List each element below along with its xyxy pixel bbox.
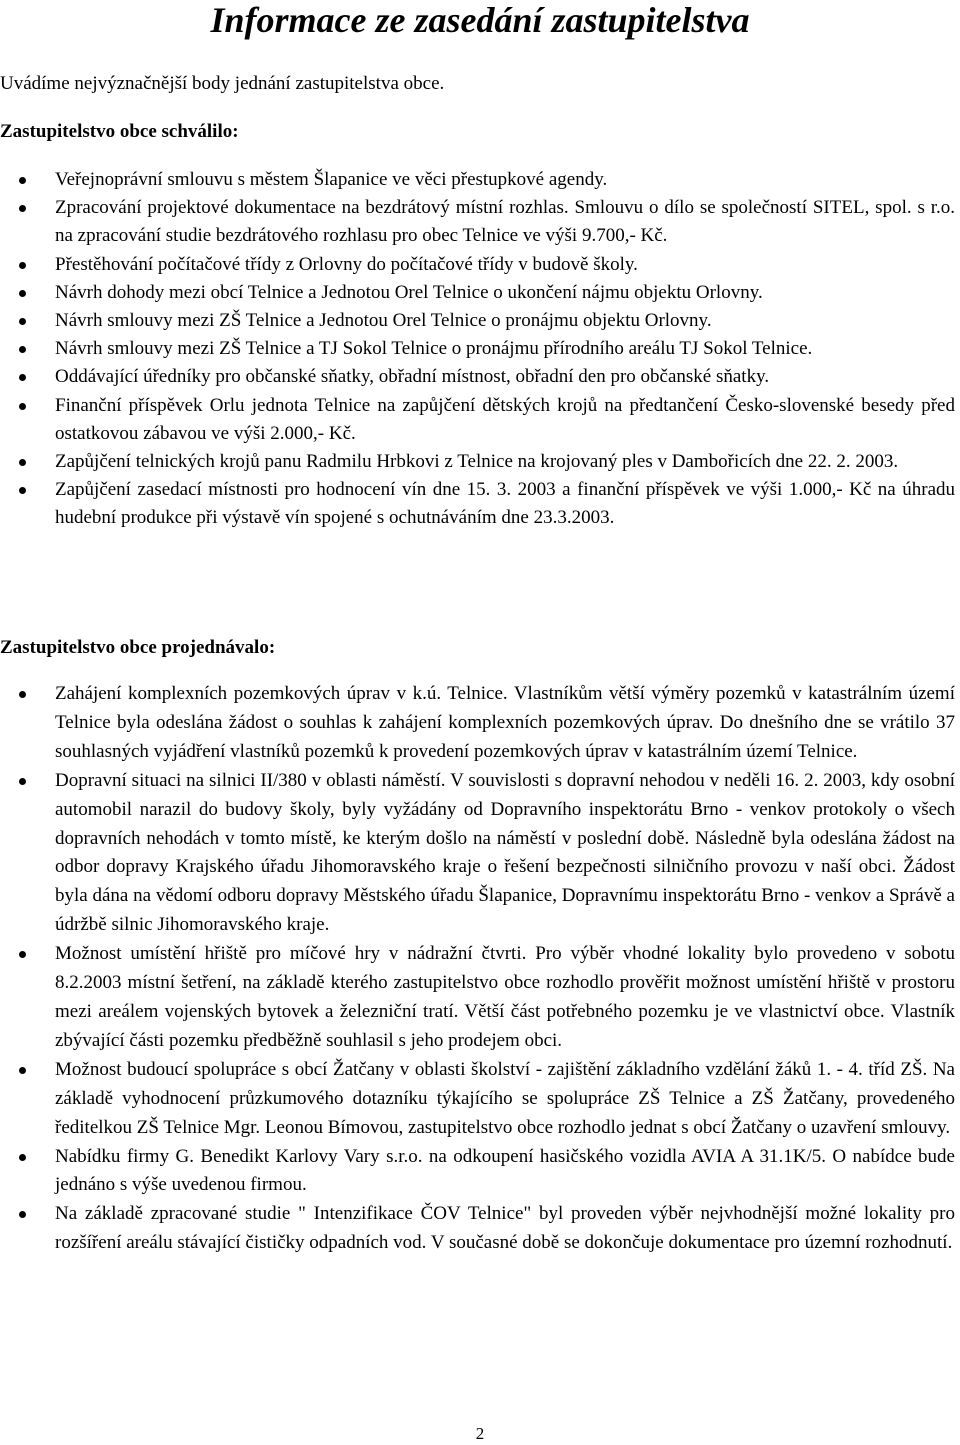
list-item-text: Přestěhování počítačové třídy z Orlovny do počítačové třídy v budově školy. [55, 253, 638, 275]
list-item [0, 251, 955, 279]
bullet-icon [19, 1067, 26, 1074]
bullet-icon [19, 290, 26, 297]
page-number: 2 [475, 1424, 485, 1443]
list-item [0, 1200, 955, 1258]
discussed-list [0, 680, 955, 1258]
bullet-icon [19, 487, 26, 494]
list-item [0, 335, 955, 363]
section-heading-discussed: Zastupitelstvo obce projednávalo: [0, 637, 276, 658]
bullet-icon [19, 691, 26, 698]
page-title: Informace ze zasedání zastupitelstva [210, 0, 750, 40]
list-item-text: Dopravní situaci na silnici II/380 v oblasti náměstí. V souvislosti s dopravní nehodou v neděli 16. 2. 2003, kdy osobní automobil narazil do budovy školy, byly vyžádány od Dopravního inspektorátu Brno - venkov protokoly o všech dopravních nehodách v tomto místě, ke kterým došlo na náměstí v poslední době. Následně byla odeslána žádost na odbor dopravy Krajského úřadu Jihomoravského kraje o řešení bezpečnosti silničního provozu v naší obci. Žádost byla dána na vědomí odboru dopravy Městského úřadu Šlapanice, Dopravnímu inspektorátu Brno - venkov a Správě a údržbě silnic Jihomoravského kraje. [55, 769, 955, 936]
bullet-icon [19, 205, 26, 212]
bullet-icon [19, 403, 26, 410]
list-item [0, 392, 955, 448]
list-item-text: Možnost budoucí spolupráce s obcí Žatčany v oblasti školství - zajištění základního vzdělání žáků 1. - 4. tříd ZŠ. Na základě vyhodnocení průzkumového dotazníku týkajícího se spolupráce ZŠ Telnice a ZŠ Žatčany, provedeného ředitelkou ZŠ Telnice Mgr. Leonou Bímovou, zastupitelstvo obce rozhodlo jednat s obcí Žatčany o uzavření smlouvy. [55, 1058, 955, 1138]
bullet-icon [19, 1154, 26, 1161]
bullet-icon [19, 177, 26, 184]
list-item-text: Možnost umístění hřiště pro míčové hry v nádražní čtvrti. Pro výběr vhodné lokality bylo provedeno v sobotu 8.2.2003 místní šetření, na základě kterého zastupitelstvo obce rozhodlo prověřit možnost umístění hřiště v prostoru mezi areálem vojenských bytovek a železniční tratí. Větší část potřebného pozemku je ve vlastnictví obce. Vlastník zbývající části pozemku předběžně souhlasil s jeho prodejem obci. [55, 943, 955, 1051]
list-item [0, 476, 955, 532]
bullet-icon [19, 459, 26, 466]
list-item [0, 307, 955, 335]
list-item-text: Oddávající úředníky pro občanské sňatky, obřadní místnost, obřadní den pro občanské sňatky. [55, 366, 770, 388]
list-item-text: Zpracování projektové dokumentace na bezdrátový místní rozhlas. Smlouvu o dílo se společností SITEL, spol. s r.o. na zpracování studie bezdrátového rozhlasu pro obec Telnice ve výši 9.700,- Kč. [55, 197, 955, 247]
list-item [0, 194, 955, 250]
intro-text: Uvádíme nejvýznačnější body jednání zastupitelstva obce. [0, 73, 445, 94]
bullet-icon [19, 951, 26, 958]
list-item [0, 767, 955, 940]
list-item [0, 940, 955, 1056]
bullet-icon [19, 346, 26, 353]
list-item-text: Zapůjčení telnických krojů panu Radmilu Hrbkovi z Telnice na krojovaný ples v Dambořicích dne 22. 2. 2003. [55, 451, 899, 473]
list-item-text: Zapůjčení zasedací místnosti pro hodnocení vín dne 15. 3. 2003 a finanční příspěvek ve výši 1.000,- Kč na úhradu hudební produkce při výstavě vín spojené s ochutnáváním dne 23.3.2003. [55, 479, 955, 529]
bullet-icon [19, 374, 26, 381]
list-item-text: Zahájení komplexních pozemkových úprav v k.ú. Telnice. Vlastníkům větší výměry pozemků v katastrálním území Telnice byla odeslána žádost o souhlas k zahájení komplexních pozemkových úprav. Do dnešního dne se vrátilo 37 souhlasných vyjádření vlastníků pozemků k provedení pozemkových úprav v katastrálním území Telnice. [55, 683, 955, 762]
list-item-text: Návrh smlouvy mezi ZŠ Telnice a TJ Sokol Telnice o pronájmu přírodního areálu TJ Sokol Telnice. [55, 338, 813, 360]
list-item-text: Finanční příspěvek Orlu jednota Telnice na zapůjčení dětských krojů na předtančení Česko-slovenské besedy před ostatkovou zábavou ve výši 2.000,- Kč. [55, 394, 955, 444]
list-item [0, 680, 955, 767]
list-item [0, 448, 955, 476]
list-item-text: Veřejnoprávní smlouvu s městem Šlapanice ve věci přestupkové agendy. [55, 169, 608, 190]
list-item [0, 1143, 955, 1201]
bullet-icon [19, 318, 26, 325]
list-item-text: Na základě zpracované studie " Intenzifikace ČOV Telnice" byl proveden výběr nejvhodnější možné lokality pro rozšíření areálu stávající čističky odpadních vod. V současné době se dokončuje dokumentace pro územní rozhodnutí. [55, 1203, 955, 1254]
bullet-icon [19, 778, 26, 785]
bullet-icon [19, 1211, 26, 1218]
list-item [0, 166, 955, 194]
list-item-text: Návrh dohody mezi obcí Telnice a Jednotou Orel Telnice o ukončení nájmu objektu Orlovny. [55, 281, 763, 303]
list-item-text: Nabídku firmy G. Benedikt Karlovy Vary s.r.o. na odkoupení hasičského vozidla AVIA A 31.1K/5. O nabídce bude jednáno s výše uvedenou firmou. [55, 1145, 955, 1196]
list-item [0, 363, 955, 391]
bullet-icon [19, 262, 26, 269]
list-item [0, 279, 955, 307]
approved-list [0, 166, 955, 533]
list-item [0, 1056, 955, 1143]
list-item-text: Návrh smlouvy mezi ZŠ Telnice a Jednotou Orel Telnice o pronájmu objektu Orlovny. [55, 310, 712, 332]
section-heading-approved: Zastupitelstvo obce schválilo: [0, 121, 239, 142]
